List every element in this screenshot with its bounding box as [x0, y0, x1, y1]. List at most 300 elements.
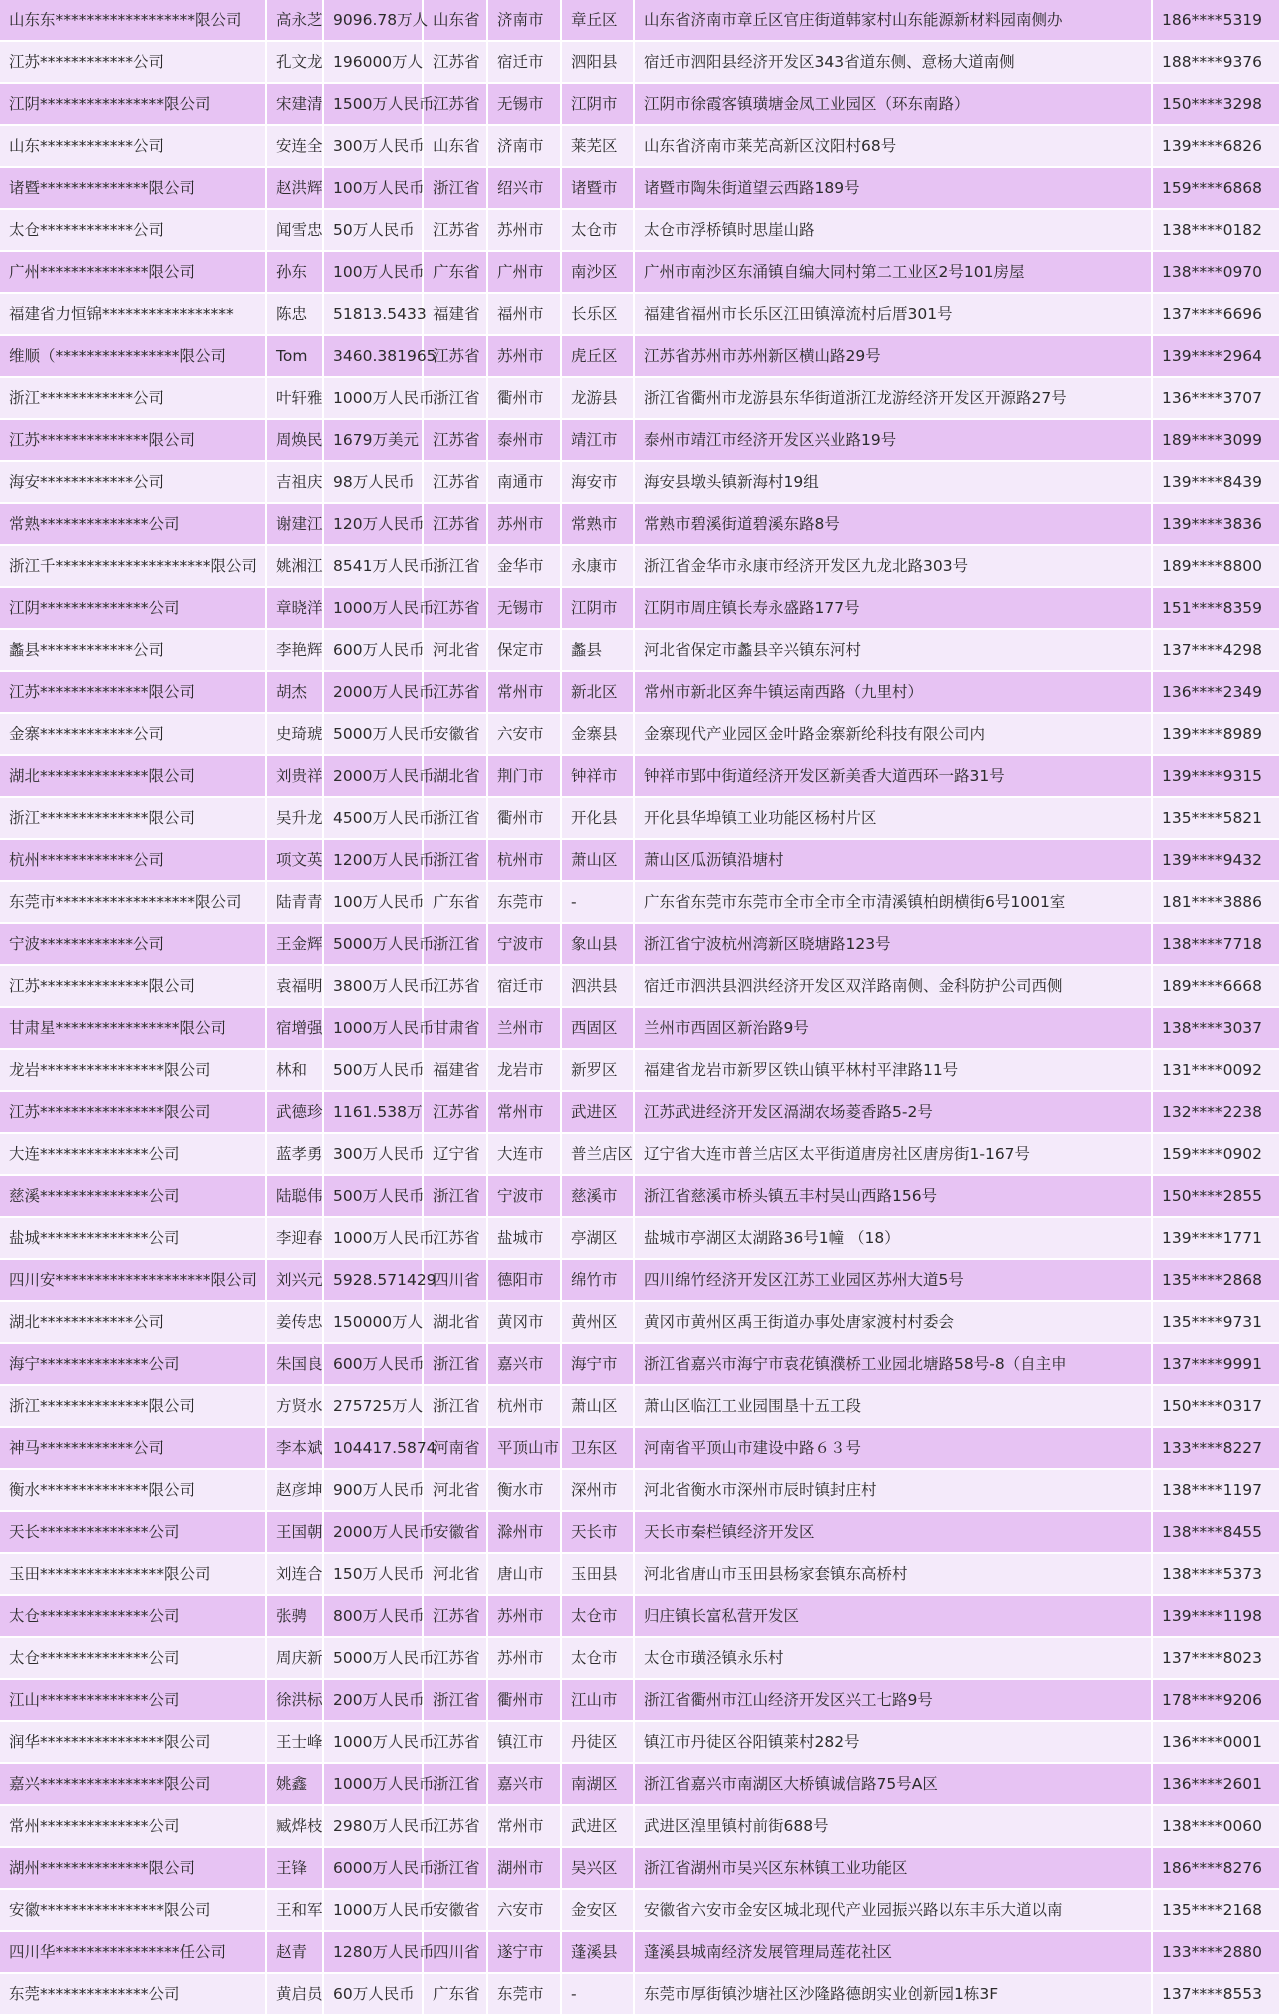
phone-cell: 131****0092: [1152, 1049, 1280, 1091]
district-cell: 新北区: [561, 671, 634, 713]
table-row: [0, 1679, 1280, 1721]
phone-cell: 138****7718: [1152, 923, 1280, 965]
district-cell: 卫东区: [561, 1427, 634, 1469]
city-cell: 常州市: [487, 1805, 561, 1847]
capital-cell: 9096.78万人: [323, 0, 423, 41]
contact-cell: 陈忠: [266, 293, 323, 335]
address-cell: 泰州市靖江市经济开发区兴业路19号: [634, 419, 1152, 461]
capital-cell: 2000万人民币: [323, 1511, 423, 1553]
district-cell: 开化县: [561, 797, 634, 839]
capital-cell: 5928.571429: [323, 1259, 423, 1301]
district-cell: 金安区: [561, 1889, 634, 1931]
capital-cell: 1200万人民币: [323, 839, 423, 881]
city-cell: 嘉兴市: [487, 1343, 561, 1385]
capital-cell: 300万人民币: [323, 125, 423, 167]
table-row: [0, 1763, 1280, 1805]
address-cell: 武进区湟里镇村前街688号: [634, 1805, 1152, 1847]
province-cell: 广东省: [423, 881, 487, 923]
city-cell: 衡水市: [487, 1469, 561, 1511]
table-row: [0, 1049, 1280, 1091]
contact-cell: 赵彦坤: [266, 1469, 323, 1511]
province-cell: 江苏省: [423, 419, 487, 461]
table-row: [0, 0, 1280, 41]
district-cell: 象山县: [561, 923, 634, 965]
contact-cell: 宋建清: [266, 83, 323, 125]
company-cell: 浙江************公司: [0, 377, 266, 419]
district-cell: 黄州区: [561, 1301, 634, 1343]
table-row: [0, 377, 1280, 419]
phone-cell: 150****2855: [1152, 1175, 1280, 1217]
province-cell: 山东省: [423, 125, 487, 167]
province-cell: 山东省: [423, 0, 487, 41]
capital-cell: 1000万人民币: [323, 587, 423, 629]
contact-cell: 姚湘江: [266, 545, 323, 587]
province-cell: 浙江省: [423, 1385, 487, 1427]
capital-cell: 1000万人民币: [323, 377, 423, 419]
contact-cell: 武德珍: [266, 1091, 323, 1133]
contact-cell: 徐洪标: [266, 1679, 323, 1721]
company-cell: 湖北**************限公司: [0, 755, 266, 797]
phone-cell: 189****6668: [1152, 965, 1280, 1007]
phone-cell: 135****2868: [1152, 1259, 1280, 1301]
capital-cell: 500万人民币: [323, 1175, 423, 1217]
city-cell: 苏州市: [487, 1637, 561, 1679]
address-cell: 钟祥市郢中街道经济开发区新美香大道西环一路31号: [634, 755, 1152, 797]
contact-cell: 陆聪伟: [266, 1175, 323, 1217]
company-cell: 广州**************限公司: [0, 251, 266, 293]
table-row: [0, 1511, 1280, 1553]
city-cell: 衢州市: [487, 797, 561, 839]
capital-cell: 600万人民币: [323, 629, 423, 671]
company-cell: 四川安********************限公司: [0, 1259, 266, 1301]
company-cell: 江阴****************限公司: [0, 83, 266, 125]
company-cell: 山东东******************限公司: [0, 0, 266, 41]
company-cell: 神马************公司: [0, 1427, 266, 1469]
address-cell: 金寨现代产业园区金叶路金寨新纶科技有限公司内: [634, 713, 1152, 755]
capital-cell: 1000万人民币: [323, 1889, 423, 1931]
district-cell: 靖江市: [561, 419, 634, 461]
table-row: [0, 251, 1280, 293]
capital-cell: 5000万人民币: [323, 713, 423, 755]
address-cell: 宿迁市泗洪县泗洪经济开发区双洋路南侧、金科防护公司西侧: [634, 965, 1152, 1007]
phone-cell: 181****3886: [1152, 881, 1280, 923]
contact-cell: 姜传忠: [266, 1301, 323, 1343]
address-cell: 浙江省慈溪市桥头镇五丰村吴山西路156号: [634, 1175, 1152, 1217]
company-cell: 蠡县************公司: [0, 629, 266, 671]
phone-cell: 137****8023: [1152, 1637, 1280, 1679]
address-cell: 浙江省嘉兴市南湖区大桥镇诚信路75号A区: [634, 1763, 1152, 1805]
address-cell: 宿迁市泗阳县经济开发区343省道东侧、意杨大道南侧: [634, 41, 1152, 83]
phone-cell: 137****6696: [1152, 293, 1280, 335]
city-cell: 宁波市: [487, 1175, 561, 1217]
company-cell: 常熟**************公司: [0, 503, 266, 545]
district-cell: 蠡县: [561, 629, 634, 671]
district-cell: 萧山区: [561, 839, 634, 881]
contact-cell: 王士峰: [266, 1721, 323, 1763]
phone-cell: 159****0902: [1152, 1133, 1280, 1175]
company-cell: 四川华****************任公司: [0, 1931, 266, 1973]
contact-cell: 刘连合: [266, 1553, 323, 1595]
capital-cell: 1000万人民币: [323, 1217, 423, 1259]
district-cell: 天长市: [561, 1511, 634, 1553]
capital-cell: 600万人民币: [323, 1343, 423, 1385]
capital-cell: 800万人民币: [323, 1595, 423, 1637]
city-cell: 六安市: [487, 1889, 561, 1931]
province-cell: 四川省: [423, 1931, 487, 1973]
capital-cell: 150000万人: [323, 1301, 423, 1343]
city-cell: 镇江市: [487, 1721, 561, 1763]
address-cell: 浙江省宁波杭州湾新区晓塘路123号: [634, 923, 1152, 965]
company-cell: 宁波************公司: [0, 923, 266, 965]
table-row: [0, 1595, 1280, 1637]
capital-cell: 2000万人民币: [323, 755, 423, 797]
city-cell: 无锡市: [487, 587, 561, 629]
address-cell: 江苏武进经济开发区滆湖农场菱香路5-2号: [634, 1091, 1152, 1133]
district-cell: 泗阳县: [561, 41, 634, 83]
province-cell: 甘肃省: [423, 1007, 487, 1049]
table-row: [0, 671, 1280, 713]
district-cell: 诸暨市: [561, 167, 634, 209]
company-cell: 维顺（****************限公司: [0, 335, 266, 377]
province-cell: 安徽省: [423, 1889, 487, 1931]
address-cell: 盐城市亭湖区太湖路36号1幢 （18）: [634, 1217, 1152, 1259]
phone-cell: 186****8276: [1152, 1847, 1280, 1889]
phone-cell: 137****8553: [1152, 1973, 1280, 2015]
table-row: [0, 1259, 1280, 1301]
phone-cell: 139****1198: [1152, 1595, 1280, 1637]
address-cell: 广州市南沙区东涌镇自编大同村第二工业区2号101房屋: [634, 251, 1152, 293]
table-row: [0, 881, 1280, 923]
table-row: [0, 1007, 1280, 1049]
phone-cell: 139****8989: [1152, 713, 1280, 755]
table-row: [0, 293, 1280, 335]
capital-cell: 2980万人民币: [323, 1805, 423, 1847]
capital-cell: 500万人民币: [323, 1049, 423, 1091]
district-cell: 章丘区: [561, 0, 634, 41]
table-row: [0, 335, 1280, 377]
city-cell: 黄冈市: [487, 1301, 561, 1343]
district-cell: 吴兴区: [561, 1847, 634, 1889]
company-cell: 东莞市******************限公司: [0, 881, 266, 923]
company-cell: 金寨************公司: [0, 713, 266, 755]
phone-cell: 139****9315: [1152, 755, 1280, 797]
province-cell: 河北省: [423, 629, 487, 671]
address-cell: 常州市新北区奔牛镇运南西路（九里村）: [634, 671, 1152, 713]
address-cell: 浙江省嘉兴市海宁市袁花镇濮桥工业园北塘路58号-8（自主申: [634, 1343, 1152, 1385]
city-cell: 无锡市: [487, 83, 561, 125]
table-row: [0, 1721, 1280, 1763]
address-cell: 镇江市丹徒区谷阳镇莱村282号: [634, 1721, 1152, 1763]
table-row: [0, 755, 1280, 797]
address-cell: 四川绵竹经济开发区江苏工业园区苏州大道5号: [634, 1259, 1152, 1301]
city-cell: 常州市: [487, 1091, 561, 1133]
city-cell: 唐山市: [487, 1553, 561, 1595]
table-row: [0, 41, 1280, 83]
phone-cell: 137****4298: [1152, 629, 1280, 671]
address-cell: 浙江省衢州市龙游县东华街道浙江龙游经济开发区开源路27号: [634, 377, 1152, 419]
phone-cell: 135****9731: [1152, 1301, 1280, 1343]
city-cell: 宁波市: [487, 923, 561, 965]
district-cell: 蓬溪县: [561, 1931, 634, 1973]
city-cell: 龙岩市: [487, 1049, 561, 1091]
company-cell: 浙江**************限公司: [0, 1385, 266, 1427]
phone-cell: 139****1771: [1152, 1217, 1280, 1259]
province-cell: 浙江省: [423, 839, 487, 881]
province-cell: 江苏省: [423, 1637, 487, 1679]
table-row: [0, 1091, 1280, 1133]
company-cell: 慈溪**************公司: [0, 1175, 266, 1217]
phone-cell: 133****2880: [1152, 1931, 1280, 1973]
capital-cell: 3800万人民币: [323, 965, 423, 1007]
city-cell: 济南市: [487, 0, 561, 41]
district-cell: -: [561, 881, 634, 923]
district-cell: 海宁市: [561, 1343, 634, 1385]
phone-cell: 138****0182: [1152, 209, 1280, 251]
phone-cell: 139****2964: [1152, 335, 1280, 377]
district-cell: 慈溪市: [561, 1175, 634, 1217]
address-cell: 福建省龙岩市新罗区铁山镇平林村平津路11号: [634, 1049, 1152, 1091]
province-cell: 江苏省: [423, 587, 487, 629]
contact-cell: 叶轩雅: [266, 377, 323, 419]
capital-cell: 1500万人民币: [323, 83, 423, 125]
company-cell: 湖北************公司: [0, 1301, 266, 1343]
capital-cell: 100万人民币: [323, 251, 423, 293]
table-row: [0, 1427, 1280, 1469]
table-row: [0, 1175, 1280, 1217]
table-row: [0, 797, 1280, 839]
table-row: [0, 1637, 1280, 1679]
company-cell: 盐城**************公司: [0, 1217, 266, 1259]
contact-cell: Tom: [266, 335, 323, 377]
phone-cell: 150****0317: [1152, 1385, 1280, 1427]
province-cell: 浙江省: [423, 1679, 487, 1721]
company-cell: 东莞**************公司: [0, 1973, 266, 2015]
city-cell: 济南市: [487, 125, 561, 167]
city-cell: 金华市: [487, 545, 561, 587]
capital-cell: 1679万美元: [323, 419, 423, 461]
province-cell: 浙江省: [423, 923, 487, 965]
city-cell: 苏州市: [487, 209, 561, 251]
company-cell: 江苏**************限公司: [0, 965, 266, 1007]
address-cell: 常熟市碧溪街道碧溪东路8号: [634, 503, 1152, 545]
phone-cell: 137****9991: [1152, 1343, 1280, 1385]
table-row: [0, 1553, 1280, 1595]
phone-cell: 138****8455: [1152, 1511, 1280, 1553]
district-cell: 泗洪县: [561, 965, 634, 1007]
city-cell: 常州市: [487, 671, 561, 713]
table-row: [0, 167, 1280, 209]
contact-cell: 谢建江: [266, 503, 323, 545]
address-cell: 河北省唐山市玉田县杨家套镇东高桥村: [634, 1553, 1152, 1595]
province-cell: 江苏省: [423, 209, 487, 251]
address-cell: 天长市秦栏镇经济开发区: [634, 1511, 1152, 1553]
province-cell: 江苏省: [423, 461, 487, 503]
contact-cell: 赵洪辉: [266, 167, 323, 209]
contact-cell: 臧烨枝: [266, 1805, 323, 1847]
address-cell: 萧山区瓜沥镇沿塘村: [634, 839, 1152, 881]
phone-cell: 138****3037: [1152, 1007, 1280, 1049]
capital-cell: 1000万人民币: [323, 1763, 423, 1805]
contact-cell: 袁福明: [266, 965, 323, 1007]
district-cell: 萧山区: [561, 1385, 634, 1427]
city-cell: 东莞市: [487, 1973, 561, 2015]
address-cell: 黄冈市黄州区禹王街道办事处唐家渡村村委会: [634, 1301, 1152, 1343]
contact-cell: 章晓洋: [266, 587, 323, 629]
city-cell: 宿迁市: [487, 965, 561, 1007]
district-cell: 江山市: [561, 1679, 634, 1721]
company-cell: 福建省力恒锦*****************: [0, 293, 266, 335]
table-row: [0, 419, 1280, 461]
city-cell: 德阳市: [487, 1259, 561, 1301]
address-cell: 江阴市徐霞客镇璜塘金凤工业园区（环东南路）: [634, 83, 1152, 125]
phone-cell: 139****6826: [1152, 125, 1280, 167]
province-cell: 浙江省: [423, 1847, 487, 1889]
province-cell: 福建省: [423, 293, 487, 335]
phone-cell: 139****3836: [1152, 503, 1280, 545]
province-cell: 江苏省: [423, 965, 487, 1007]
province-cell: 浙江省: [423, 797, 487, 839]
company-cell: 玉田****************限公司: [0, 1553, 266, 1595]
phone-cell: 186****5319: [1152, 0, 1280, 41]
district-cell: 长乐区: [561, 293, 634, 335]
address-cell: 河北省衡水市深州市辰时镇封庄村: [634, 1469, 1152, 1511]
contact-cell: 史琦琥: [266, 713, 323, 755]
contact-cell: 王金辉: [266, 923, 323, 965]
company-cell: 润华****************限公司: [0, 1721, 266, 1763]
contact-cell: 姚鑫: [266, 1763, 323, 1805]
contact-cell: 宿增强: [266, 1007, 323, 1049]
company-cell: 安徽****************限公司: [0, 1889, 266, 1931]
address-cell: 兰州市西固区新治路9号: [634, 1007, 1152, 1049]
address-cell: 浙江省衢州市江山经济开发区兴工七路9号: [634, 1679, 1152, 1721]
phone-cell: 189****3099: [1152, 419, 1280, 461]
district-cell: 西固区: [561, 1007, 634, 1049]
phone-cell: 136****0001: [1152, 1721, 1280, 1763]
district-cell: 绵竹市: [561, 1259, 634, 1301]
capital-cell: 1161.538万: [323, 1091, 423, 1133]
district-cell: 太仓市: [561, 1637, 634, 1679]
province-cell: 江苏省: [423, 1091, 487, 1133]
contact-cell: 周庆新: [266, 1637, 323, 1679]
phone-cell: 150****3298: [1152, 83, 1280, 125]
city-cell: 遂宁市: [487, 1931, 561, 1973]
city-cell: 南通市: [487, 461, 561, 503]
district-cell: 金寨县: [561, 713, 634, 755]
city-cell: 苏州市: [487, 503, 561, 545]
phone-cell: 138****5373: [1152, 1553, 1280, 1595]
address-cell: 萧山区临江工业园围垦十五工段: [634, 1385, 1152, 1427]
table-row: [0, 503, 1280, 545]
province-cell: 江苏省: [423, 671, 487, 713]
contact-cell: 王国朝: [266, 1511, 323, 1553]
contact-cell: 安连全: [266, 125, 323, 167]
company-cell: 海宁**************公司: [0, 1343, 266, 1385]
province-cell: 湖北省: [423, 1301, 487, 1343]
address-cell: 广东省东莞市东莞市全市全市全市清溪镇柏朗横街6号1001室: [634, 881, 1152, 923]
address-cell: 太仓市浮桥镇时思崖山路: [634, 209, 1152, 251]
address-cell: 安徽省六安市金安区城北现代产业园振兴路以东丰乐大道以南: [634, 1889, 1152, 1931]
district-cell: 深州市: [561, 1469, 634, 1511]
contact-cell: 王和军: [266, 1889, 323, 1931]
address-cell: 诸暨市陶朱街道望云西路189号: [634, 167, 1152, 209]
province-cell: 广东省: [423, 251, 487, 293]
contact-cell: 吴升龙: [266, 797, 323, 839]
capital-cell: 1000万人民币: [323, 1007, 423, 1049]
capital-cell: 196000万人: [323, 41, 423, 83]
contact-cell: 张骋: [266, 1595, 323, 1637]
phone-cell: 178****9206: [1152, 1679, 1280, 1721]
table-row: [0, 1469, 1280, 1511]
district-cell: 江阴市: [561, 83, 634, 125]
phone-cell: 138****0060: [1152, 1805, 1280, 1847]
district-cell: 武进区: [561, 1805, 634, 1847]
district-cell: 南沙区: [561, 251, 634, 293]
city-cell: 泰州市: [487, 419, 561, 461]
address-cell: 东莞市厚街镇沙塘社区沙隆路德朗实业创新园1栋3F: [634, 1973, 1152, 2015]
company-cell: 浙江千********************限公司: [0, 545, 266, 587]
contact-cell: 李迎春: [266, 1217, 323, 1259]
phone-cell: 135****5821: [1152, 797, 1280, 839]
city-cell: 宿迁市: [487, 41, 561, 83]
phone-cell: 138****1197: [1152, 1469, 1280, 1511]
address-cell: 福建省福州市长乐区江田镇漳流村后厝301号: [634, 293, 1152, 335]
district-cell: 虎丘区: [561, 335, 634, 377]
city-cell: 平顶山市: [487, 1427, 561, 1469]
address-cell: 山东省济南市章丘区官庄街道韩家村山东能源新材料园南侧办: [634, 0, 1152, 41]
capital-cell: 200万人民币: [323, 1679, 423, 1721]
city-cell: 苏州市: [487, 335, 561, 377]
province-cell: 福建省: [423, 1049, 487, 1091]
company-cell: 湖州**************限公司: [0, 1847, 266, 1889]
capital-cell: 5000万人民币: [323, 1637, 423, 1679]
company-cell: 诸暨**************限公司: [0, 167, 266, 209]
capital-cell: 104417.5874: [323, 1427, 423, 1469]
province-cell: 浙江省: [423, 1763, 487, 1805]
province-cell: 四川省: [423, 1259, 487, 1301]
contact-cell: 黄启员: [266, 1973, 323, 2015]
province-cell: 浙江省: [423, 545, 487, 587]
address-cell: 归庄镇长富私营开发区: [634, 1595, 1152, 1637]
address-cell: 太仓市璜泾镇永乐村: [634, 1637, 1152, 1679]
contact-cell: 方贤水: [266, 1385, 323, 1427]
city-cell: 湖州市: [487, 1847, 561, 1889]
company-cell: 太仓**************公司: [0, 1595, 266, 1637]
table-row: [0, 1805, 1280, 1847]
company-cell: 江阴**************公司: [0, 587, 266, 629]
contact-cell: 朱国良: [266, 1343, 323, 1385]
table-row: [0, 1889, 1280, 1931]
table-row: [0, 1301, 1280, 1343]
province-cell: 浙江省: [423, 377, 487, 419]
table-row: [0, 1133, 1280, 1175]
company-cell: 海安************公司: [0, 461, 266, 503]
phone-cell: 132****2238: [1152, 1091, 1280, 1133]
province-cell: 安徽省: [423, 1511, 487, 1553]
city-cell: 保定市: [487, 629, 561, 671]
table-row: [0, 1343, 1280, 1385]
company-cell: 大连**************公司: [0, 1133, 266, 1175]
capital-cell: 5000万人民币: [323, 923, 423, 965]
capital-cell: 900万人民币: [323, 1469, 423, 1511]
capital-cell: 150万人民币: [323, 1553, 423, 1595]
table-row: [0, 713, 1280, 755]
province-cell: 辽宁省: [423, 1133, 487, 1175]
province-cell: 江苏省: [423, 83, 487, 125]
city-cell: 杭州市: [487, 839, 561, 881]
phone-cell: 189****8800: [1152, 545, 1280, 587]
address-cell: 开化县华埠镇工业功能区杨村片区: [634, 797, 1152, 839]
district-cell: 亭湖区: [561, 1217, 634, 1259]
